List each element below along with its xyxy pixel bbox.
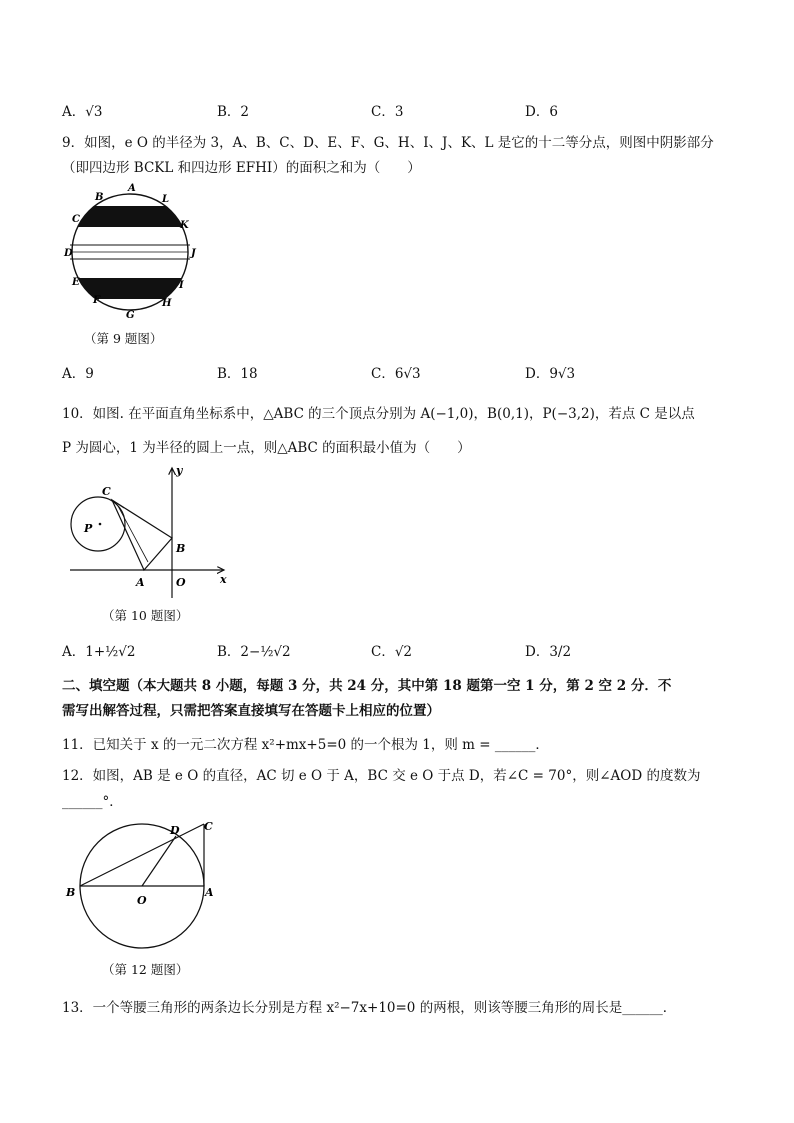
q9-option-a: A．9 <box>62 366 94 382</box>
q9-label-l: L <box>162 194 170 205</box>
q10-label-y: y <box>176 464 183 477</box>
q12-label-d: D <box>170 824 180 837</box>
q12-stem-line2: ______°． <box>62 794 123 810</box>
q8-option-a: A．√3 <box>62 104 103 120</box>
q9-caption: （第 9 题图） <box>84 331 163 346</box>
q10-stem-line2: P 为圆心，1 为半径的圆上一点，则△ABC 的面积最小值为（ ） <box>62 440 471 456</box>
q10-label-a: A <box>136 576 145 589</box>
q10-option-d: D．3/2 <box>525 644 572 660</box>
q10-option-b: B．2−½√2 <box>217 644 291 660</box>
q12-label-o: O <box>137 894 147 907</box>
q10-label-p: P <box>84 522 93 535</box>
q11-stem: 11．已知关于 x 的一元二次方程 x²+mx+5=0 的一个根为 1，则 m = ______． <box>62 737 549 753</box>
q10-option-c: C．√2 <box>371 644 413 660</box>
q9-label-f: F <box>93 295 101 306</box>
q8-option-d: D．6 <box>525 104 558 120</box>
q9-label-a: A <box>128 183 136 194</box>
q10-label-x: x <box>220 573 227 586</box>
q9-label-b: B <box>95 192 104 203</box>
q9-label-h: H <box>162 298 172 309</box>
q8-option-b: B．2 <box>217 104 250 120</box>
q9-label-j: J <box>191 248 196 259</box>
q8-option-c: C．3 <box>371 104 404 120</box>
q12-figure <box>62 816 222 956</box>
q10-figure <box>66 462 236 602</box>
q9-label-c: C <box>72 214 80 225</box>
q10-option-a: A．1+½√2 <box>62 644 136 660</box>
q9-option-b: B．18 <box>217 366 258 382</box>
q9-label-k: K <box>180 220 189 231</box>
q9-label-e: E <box>72 277 80 288</box>
q12-caption: （第 12 题图） <box>102 962 189 977</box>
q12-label-b: B <box>66 886 76 899</box>
q9-option-d: D．9√3 <box>525 366 576 382</box>
q9-stem-line2: （即四边形 BCKL 和四边形 EFHI）的面积之和为（ ） <box>62 160 421 176</box>
q9-label-g: G <box>126 310 135 321</box>
q9-label-i: I <box>179 280 184 291</box>
q10-caption: （第 10 题图） <box>102 608 189 623</box>
section2-heading-line1: 二、填空题（本大题共 8 小题，每题 3 分，共 24 分，其中第 18 题第一空 1 分，第 2 空 2 分．不 <box>62 678 672 694</box>
q13-stem: 13．一个等腰三角形的两条边长分别是方程 x²−7x+10=0 的两根，则该等腰三角形的周长是______． <box>62 1000 677 1016</box>
q12-label-c: C <box>204 820 213 833</box>
q12-label-a: A <box>205 886 214 899</box>
section2-heading-line2: 需写出解答过程，只需把答案直接填写在答题卡上相应的位置） <box>62 703 440 719</box>
q9-option-c: C．6√3 <box>371 366 421 382</box>
q9-label-d: D <box>64 248 73 259</box>
q10-label-b: B <box>176 542 186 555</box>
q10-stem-line1: 10．如图. 在平面直角坐标系中，△ABC 的三个顶点分别为 A(−1,0)，B(0,1)，P(−3,2)，若点 C 是以点 <box>62 406 695 422</box>
q12-stem-line1: 12．如图，AB 是 e O 的直径，AC 切 e O 于 A，BC 交 e O 于点 D，若∠C = 70°，则∠AOD 的度数为 <box>62 768 701 784</box>
q10-label-c: C <box>102 485 111 498</box>
q10-label-o: O <box>176 576 186 589</box>
q9-figure <box>62 182 202 322</box>
q9-stem-line1: 9．如图，e O 的半径为 3，A、B、C、D、E、F、G、H、I、J、K、L 是它的十二等分点，则图中阴影部分 <box>62 135 714 151</box>
